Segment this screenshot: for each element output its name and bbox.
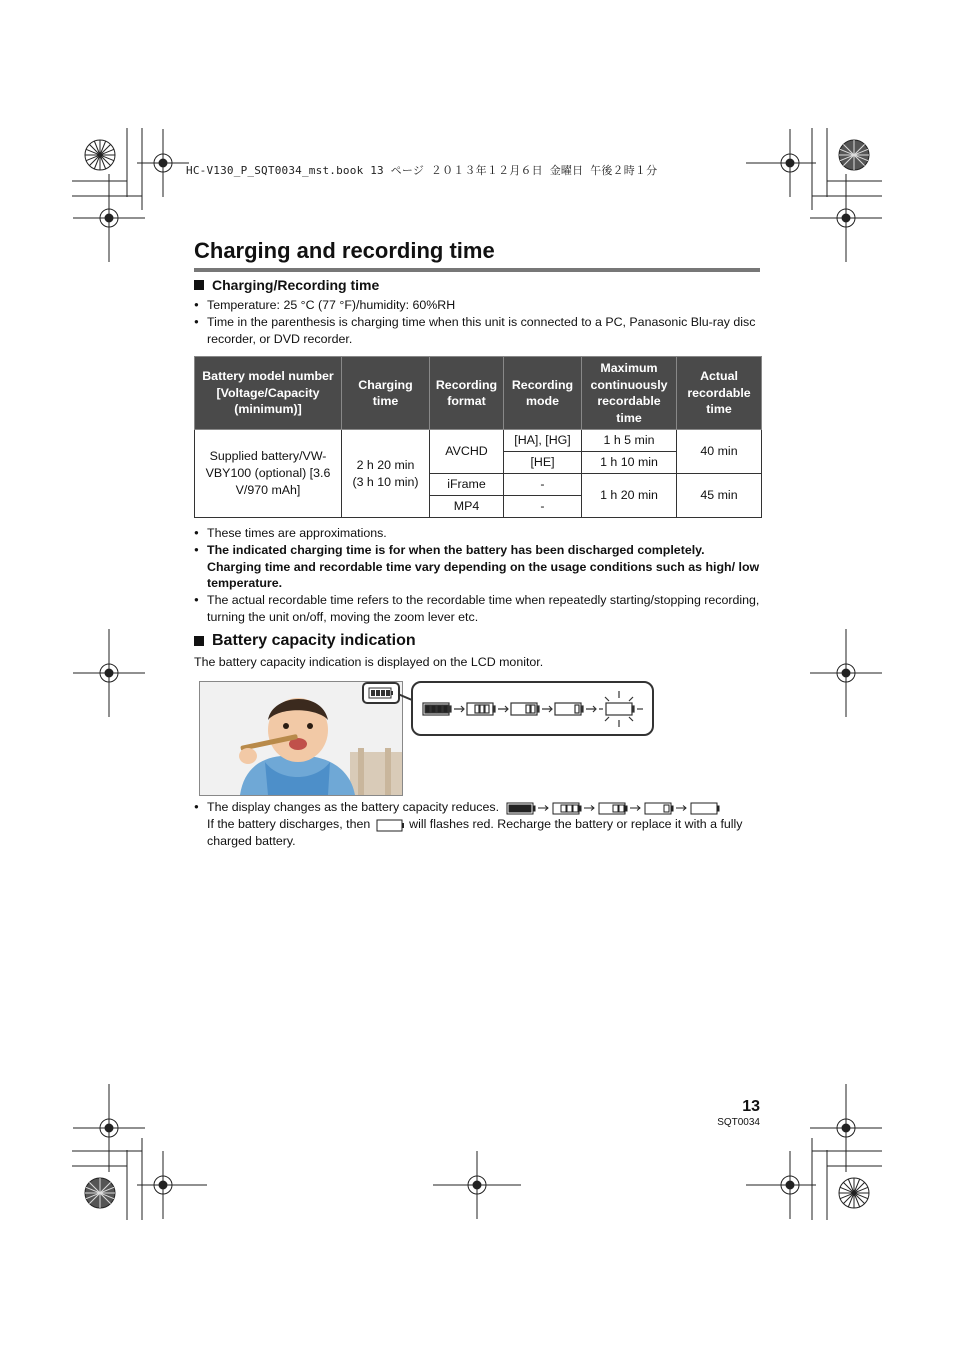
- section-heading-charging: [194, 277, 379, 293]
- list-item: [194, 799, 760, 849]
- inline-battery-sequence: [503, 800, 723, 816]
- header-recording-format: Recording format: [430, 357, 504, 430]
- list-item: ● Temperature: 25 °C (77 °F)/humidity: 60%RH: [194, 297, 760, 314]
- battery-level-sequence: [413, 683, 652, 734]
- document-code: SQT0034: [717, 1117, 760, 1128]
- battery-empty-icon: [374, 817, 406, 833]
- battery-4-bars-icon: [423, 703, 451, 715]
- mode-cell-iframe: -: [504, 474, 582, 496]
- header-actual-time: Actual recordable time: [677, 357, 762, 430]
- discharge-prefix-text: If the battery discharges, then: [207, 816, 371, 831]
- battery-cell: Supplied battery/VW-VBY100 (optional) [3.6 V/970 mAh]: [195, 430, 342, 518]
- max-time-cell-iframe-mp4: 1 h 20 min: [582, 474, 677, 518]
- battery-empty-flashing-icon: [599, 691, 643, 727]
- charging-time-cell: [342, 430, 430, 518]
- change-text: The display changes as the battery capacity reduces.: [207, 800, 500, 814]
- list-item: ● The actual recordable time refers to the recordable time when repeatedly starting/stopping recording, turning the unit on/off, moving the zoom lever etc.: [194, 592, 760, 626]
- square-bullet-icon: [194, 636, 204, 646]
- notes-list: [194, 525, 760, 626]
- charging-time-pc-value: (3 h 10 min): [352, 474, 419, 489]
- battery-full-icon: [364, 684, 398, 702]
- page-number: 13: [742, 1098, 760, 1115]
- title-rule: [194, 268, 760, 272]
- print-header-line: HC-V130_P_SQT0034_mst.book 13 ページ ２０１３年１２月６日 金曜日 午後２時１分: [186, 164, 658, 177]
- battery-indicator-highlight: [362, 682, 400, 704]
- mode-cell-mp4: -: [504, 496, 582, 518]
- format-cell-mp4: MP4: [430, 496, 504, 518]
- section-heading-text: Charging/Recording time: [212, 277, 380, 293]
- page-title: Charging and recording time: [194, 238, 495, 263]
- conditions-list: [194, 297, 760, 347]
- list-item: ● Time in the parenthesis is charging time when this unit is connected to a PC, Panasonic Blu-ray disc recorder, or DVD recorder.: [194, 314, 760, 348]
- section-heading-battery: [194, 632, 416, 650]
- header-charging-time: Charging time: [342, 357, 430, 430]
- list-item: ● These times are approximations.: [194, 525, 760, 542]
- charging-recording-table: [194, 356, 762, 518]
- mode-cell-ha-hg: [HA], [HG]: [504, 430, 582, 452]
- table-row: [195, 430, 762, 452]
- charging-time-value: 2 h 20 min: [356, 457, 415, 472]
- max-time-cell-ha-hg: 1 h 5 min: [582, 430, 677, 452]
- format-cell-iframe: iFrame: [430, 474, 504, 496]
- header-max-time: Maximum continuously recordable time: [582, 357, 677, 430]
- battery-intro-text: The battery capacity indication is displayed on the LCD monitor.: [194, 655, 544, 669]
- mode-cell-he: [HE]: [504, 452, 582, 474]
- list-item: ● The indicated charging time is for when the battery has been discharged completely. Charging time and recordable time vary depending on the usage conditions such as high/ low temperature.: [194, 542, 760, 592]
- max-time-cell-he: 1 h 10 min: [582, 452, 677, 474]
- header-recording-mode: Recording mode: [504, 357, 582, 430]
- actual-time-cell-iframe-mp4: 45 min: [677, 474, 762, 518]
- section-heading-text: Battery capacity indication: [212, 632, 416, 649]
- display-change-notes: [194, 799, 760, 849]
- battery-2-bars-icon: [511, 703, 539, 715]
- discharge-suffix-text: will flashes red. Recharge the battery or replace it with a fully charged battery.: [207, 816, 743, 848]
- battery-level-sequence-bubble: [411, 681, 654, 736]
- battery-3-bars-icon: [467, 703, 495, 715]
- actual-time-cell-avchd: 40 min: [677, 430, 762, 474]
- table-header-row: [195, 357, 762, 430]
- square-bullet-icon: [194, 280, 204, 290]
- format-cell-avchd: AVCHD: [430, 430, 504, 474]
- header-battery-model: Battery model number [Voltage/Capacity (minimum)]: [195, 357, 342, 430]
- battery-1-bar-icon: [555, 703, 583, 715]
